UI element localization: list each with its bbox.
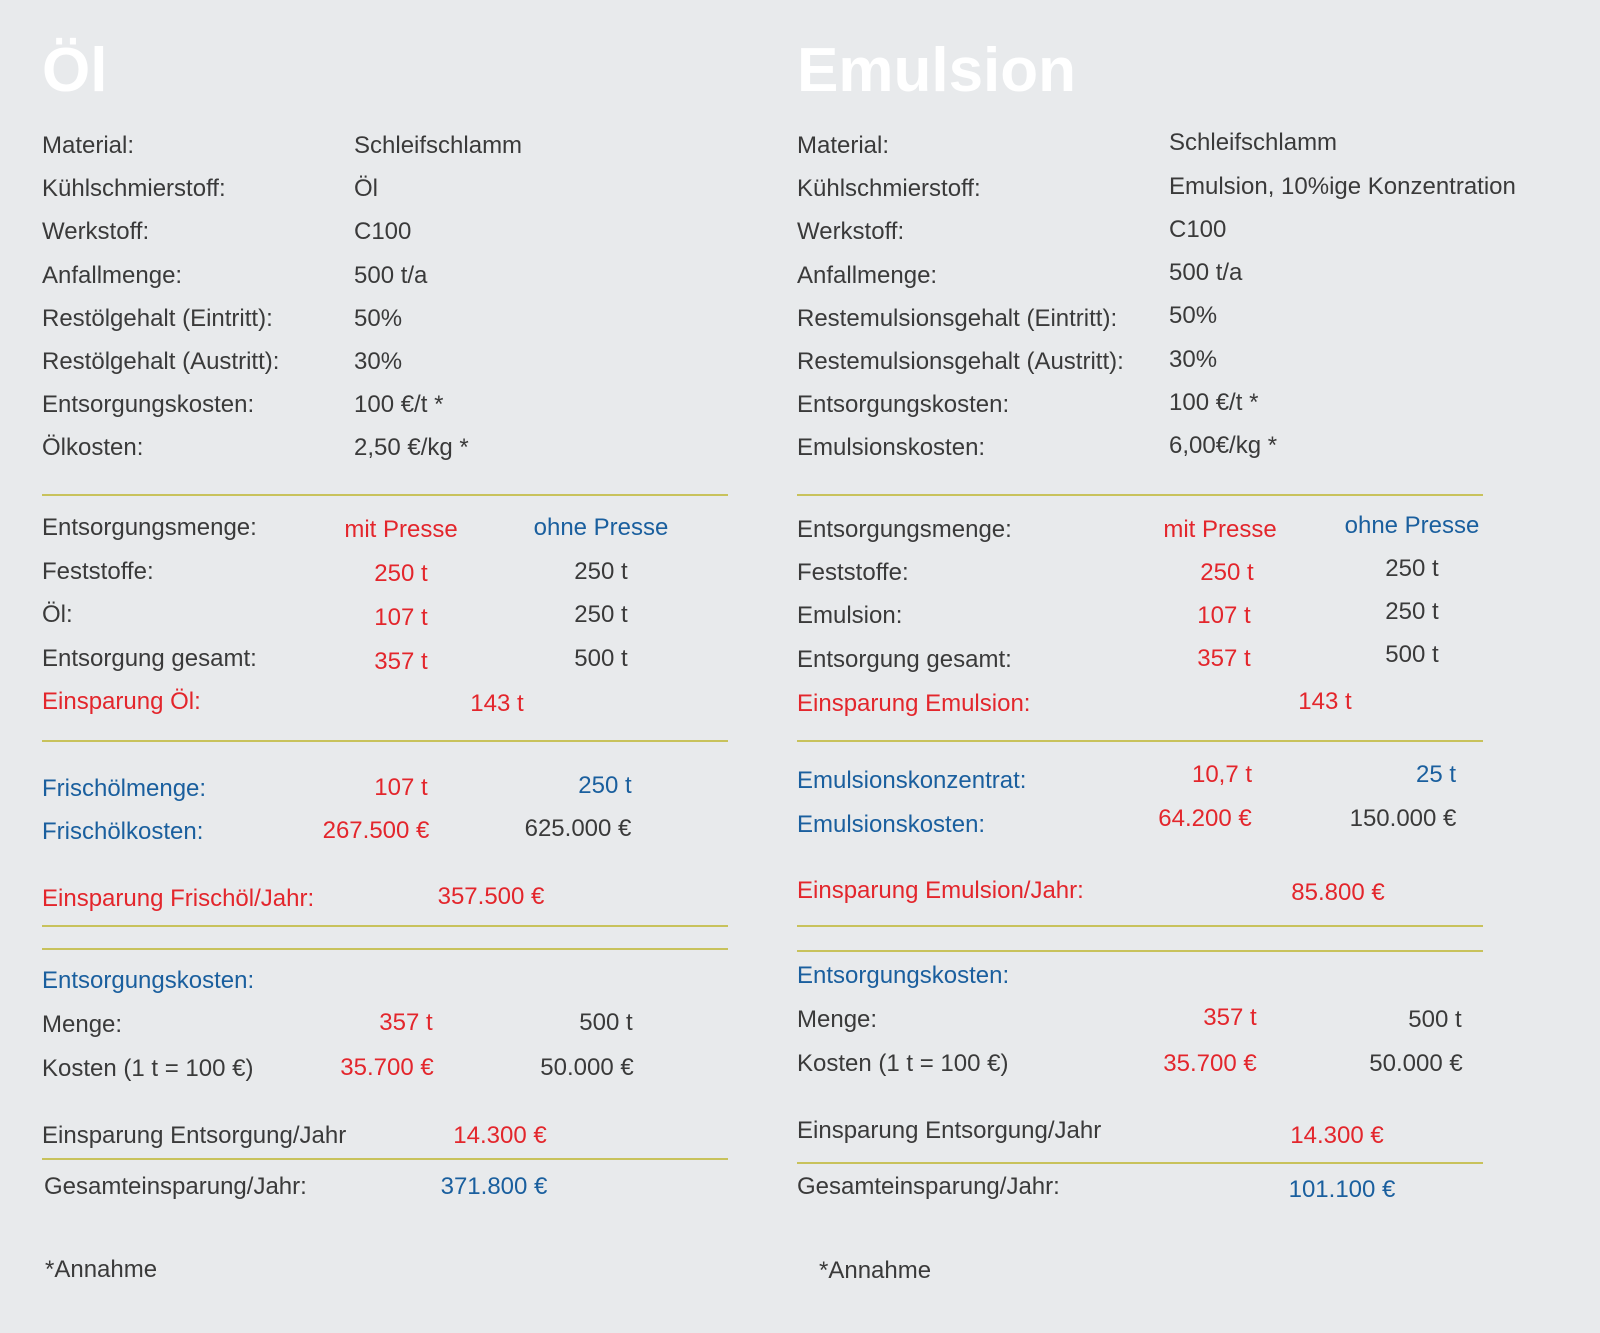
spec-value: 500 t/a [354, 262, 428, 289]
divider [42, 740, 728, 742]
menge-row-ohne: 250 t [1385, 598, 1439, 625]
menge-row-ohne: 500 t [574, 645, 628, 672]
menge-row-ohne: 250 t [1385, 555, 1439, 582]
einsparung-frisch-label: Einsparung Frischöl/Jahr: [42, 885, 315, 912]
einsparung-emulsion-label: Einsparung Emulsion: [797, 690, 1031, 717]
spec-label: Restölgehalt (Eintritt): [42, 305, 273, 332]
gesamt-label: Gesamteinsparung/Jahr: [797, 1173, 1060, 1200]
menge-header-label: Entsorgungsmenge: [42, 514, 257, 541]
entsorgung-row-ohne: 500 t [579, 1009, 633, 1036]
menge-row-label: Entsorgung gesamt: [797, 646, 1012, 673]
entsorgung-row-mit: 35.700 € [340, 1054, 434, 1081]
spec-label: Material: [797, 132, 890, 159]
entsorgung-row-label: Kosten (1 t = 100 €) [42, 1055, 254, 1082]
oel-column [42, 0, 732, 1333]
divider [42, 948, 728, 950]
gesamt-value: 371.800 € [440, 1173, 548, 1200]
spec-value: 50% [354, 305, 403, 332]
einsparung-frisch-value: 85.800 € [1291, 879, 1385, 906]
spec-value: 500 t/a [1169, 259, 1243, 286]
gesamt-label: Gesamteinsparung/Jahr: [44, 1173, 307, 1200]
frisch-row-label: Emulsionskosten: [797, 811, 986, 838]
spec-label: Ölkosten: [42, 434, 144, 461]
divider [797, 1162, 1483, 1164]
oel-title: Öl [42, 36, 108, 105]
ohne-presse-header: ohne Presse [1344, 512, 1480, 539]
footnote: *Annahme [819, 1257, 932, 1284]
entsorgung-row-ohne: 500 t [1408, 1006, 1462, 1033]
frisch-row-mit: 267.500 € [322, 817, 430, 844]
mit-presse-header: mit Presse [344, 516, 458, 543]
spec-label: Material: [42, 132, 135, 159]
entsorgung-row-label: Kosten (1 t = 100 €) [797, 1050, 1009, 1077]
divider [797, 950, 1483, 952]
frisch-row-ohne: 25 t [1415, 761, 1457, 788]
einsparung-entsorgung-value: 14.300 € [453, 1122, 547, 1149]
divider [797, 494, 1483, 496]
frisch-row-mit: 10,7 t [1191, 761, 1253, 788]
spec-label: Entsorgungskosten: [797, 391, 1010, 418]
menge-row-mit: 250 t [1200, 559, 1254, 586]
divider [42, 925, 728, 927]
menge-header-label: Entsorgungsmenge: [797, 516, 1012, 543]
spec-value: C100 [1169, 216, 1227, 243]
entsorgung-row-ohne: 50.000 € [540, 1054, 634, 1081]
menge-row-ohne: 250 t [574, 558, 628, 585]
einsparung-emulsion-value: 143 t [1298, 688, 1352, 715]
frisch-row-ohne: 150.000 € [1349, 805, 1457, 832]
divider [797, 740, 1483, 742]
menge-row-ohne: 500 t [1385, 641, 1439, 668]
frisch-row-label: Emulsionskonzentrat: [797, 767, 1027, 794]
frisch-row-ohne: 250 t [578, 772, 632, 799]
einsparung-entsorgung-value: 14.300 € [1290, 1122, 1384, 1149]
spec-value: 100 €/t * [1169, 389, 1259, 416]
menge-row-mit: 107 t [374, 604, 428, 631]
spec-value: Schleifschlamm [354, 132, 523, 159]
divider [42, 1158, 728, 1160]
spec-label: Restemulsionsgehalt (Austritt): [797, 348, 1124, 375]
entsorgung-row-ohne: 50.000 € [1369, 1050, 1463, 1077]
entsorgung-row-mit: 357 t [379, 1009, 433, 1036]
spec-label: Anfallmenge: [42, 262, 183, 289]
emulsion-column [797, 0, 1587, 1333]
ohne-presse-header: ohne Presse [533, 514, 669, 541]
spec-label: Restölgehalt (Austritt): [42, 348, 280, 375]
spec-value: Schleifschlamm [1169, 129, 1338, 156]
spec-label: Werkstoff: [42, 218, 150, 245]
divider [797, 925, 1483, 927]
entsorgung-header: Entsorgungskosten: [797, 962, 1010, 989]
emulsion-title: Emulsion [797, 36, 1077, 105]
menge-row-mit: 107 t [1197, 602, 1251, 629]
menge-row-label: Feststoffe: [42, 558, 154, 585]
entsorgung-row-mit: 357 t [1203, 1004, 1257, 1031]
frisch-row-label: Frischölmenge: [42, 775, 207, 802]
footnote: *Annahme [45, 1256, 158, 1283]
einsparung-frisch-label: Einsparung Emulsion/Jahr: [797, 877, 1084, 904]
einsparung-oel-value: 143 t [470, 690, 524, 717]
entsorgung-row-label: Menge: [797, 1006, 878, 1033]
menge-row-mit: 357 t [1197, 645, 1251, 672]
einsparung-frisch-value: 357.500 € [437, 883, 545, 910]
menge-row-label: Emulsion: [797, 602, 903, 629]
mit-presse-header: mit Presse [1163, 516, 1277, 543]
spec-value: 6,00€/kg * [1169, 432, 1278, 459]
spec-label: Kühlschmierstoff: [42, 175, 226, 202]
menge-row-mit: 250 t [374, 560, 428, 587]
menge-row-ohne: 250 t [574, 601, 628, 628]
einsparung-entsorgung-label: Einsparung Entsorgung/Jahr [797, 1117, 1102, 1144]
spec-label: Werkstoff: [797, 218, 905, 245]
spec-value: C100 [354, 218, 412, 245]
spec-value: 100 €/t * [354, 391, 444, 418]
einsparung-oel-label: Einsparung Öl: [42, 688, 201, 715]
spec-value: Öl [354, 175, 378, 202]
gesamt-value: 101.100 € [1288, 1176, 1396, 1203]
entsorgung-header: Entsorgungskosten: [42, 967, 255, 994]
menge-row-mit: 357 t [374, 648, 428, 675]
entsorgung-row-label: Menge: [42, 1011, 123, 1038]
spec-label: Restemulsionsgehalt (Eintritt): [797, 305, 1118, 332]
spec-label: Emulsionskosten: [797, 434, 986, 461]
frisch-row-label: Frischölkosten: [42, 818, 204, 845]
menge-row-label: Feststoffe: [797, 559, 909, 586]
spec-value: 2,50 €/kg * [354, 434, 469, 461]
spec-label: Kühlschmierstoff: [797, 175, 981, 202]
entsorgung-row-mit: 35.700 € [1163, 1050, 1257, 1077]
divider [42, 494, 728, 496]
menge-row-label: Öl: [42, 601, 73, 628]
frisch-row-ohne: 625.000 € [524, 815, 632, 842]
menge-row-label: Entsorgung gesamt: [42, 645, 257, 672]
einsparung-entsorgung-label: Einsparung Entsorgung/Jahr [42, 1122, 347, 1149]
spec-value: Emulsion, 10%ige Konzentration [1169, 173, 1516, 200]
spec-label: Entsorgungskosten: [42, 391, 255, 418]
spec-value: 30% [354, 348, 403, 375]
frisch-row-mit: 64.200 € [1158, 805, 1252, 832]
spec-value: 50% [1169, 302, 1218, 329]
frisch-row-mit: 107 t [374, 774, 428, 801]
spec-label: Anfallmenge: [797, 262, 938, 289]
spec-value: 30% [1169, 346, 1218, 373]
